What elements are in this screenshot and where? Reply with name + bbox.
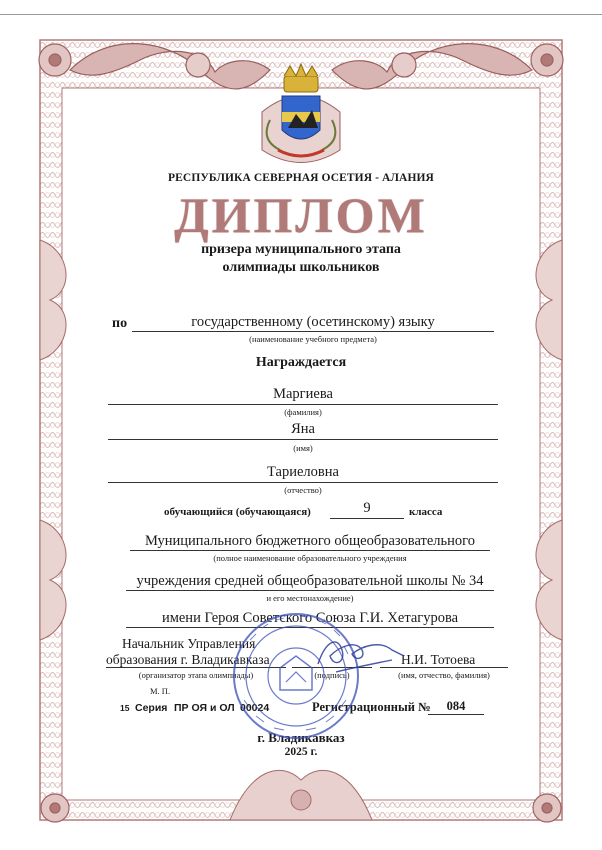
registration-value: 084: [446, 699, 466, 713]
awarded-label: Награждается: [255, 355, 347, 370]
diploma-title: ДИПЛОМ: [174, 187, 428, 243]
surname-underline: [108, 404, 498, 405]
signatory-position-underline: [106, 667, 286, 668]
region-heading: РЕСПУБЛИКА СЕВЕРНАЯ ОСЕТИЯ - АЛАНИЯ: [168, 172, 434, 184]
registration-label: Регистрационный №: [312, 700, 431, 714]
subtitle-line-1: призера муниципального этапа: [201, 242, 401, 257]
series-value: ПР ОЯ и ОЛ: [174, 702, 235, 714]
serial-prefix: 15: [120, 703, 130, 713]
bottom-ornament: [230, 770, 372, 820]
signatory-name: Н.И. Тотоева: [401, 652, 476, 667]
name-value: Яна: [291, 421, 315, 437]
surname-caption: (фамилия): [284, 407, 322, 417]
subtitle-line-2: олимпиады школьников: [222, 260, 380, 275]
signature-underline: [292, 667, 372, 668]
registration-underline: [428, 714, 484, 715]
subject-underline: [132, 331, 494, 332]
stamp-place-mark: М. П.: [150, 686, 171, 696]
serial-number: 00024: [240, 702, 270, 714]
surname-value: Маргиева: [273, 386, 333, 402]
grade-label: обучающийся (обучающаяся): [164, 506, 311, 518]
subject-prefix: по: [112, 316, 128, 331]
school-line-1: Муниципального бюджетного общеобразовательного: [144, 533, 475, 549]
patronymic-underline: [108, 482, 498, 483]
patronymic-caption: (отчество): [284, 485, 322, 495]
grade-suffix: класса: [409, 506, 443, 518]
series-label: Серия: [135, 702, 168, 714]
school-caption-2: и его местонахождение): [266, 593, 354, 603]
signatory-name-underline: [380, 667, 508, 668]
city-label: г. Владикавказ: [257, 730, 345, 745]
subject-value: государственному (осетинскому) языку: [191, 314, 435, 330]
school-line-2: учреждения средней общеобразовательной школы № 34: [136, 573, 484, 589]
school-underline-2: [126, 590, 494, 591]
school-line-3: имени Героя Советского Союза Г.И. Хетагурова: [161, 610, 459, 626]
grade-underline: [330, 518, 404, 519]
signatory-position-line-2: образования г. Владикавказа: [106, 652, 270, 667]
school-underline-3: [126, 627, 494, 628]
name-underline: [108, 439, 498, 440]
school-underline-1: [130, 550, 490, 551]
grade-value: 9: [363, 500, 371, 516]
patronymic-value: Тариеловна: [267, 464, 339, 480]
name-caption: (имя): [293, 443, 313, 453]
school-caption-1: (полное наименование образовательного учреждения: [213, 553, 407, 563]
signatory-position-line-1: Начальник Управления: [122, 636, 256, 651]
year-label: 2025 г.: [284, 746, 318, 758]
signatory-name-caption: (имя, отчество, фамилия): [398, 670, 490, 680]
signatory-position-caption: (организатор этапа олимпиады): [138, 670, 254, 680]
signature-caption: (подпись): [314, 670, 350, 680]
subject-caption: (наименование учебного предмета): [249, 334, 377, 344]
